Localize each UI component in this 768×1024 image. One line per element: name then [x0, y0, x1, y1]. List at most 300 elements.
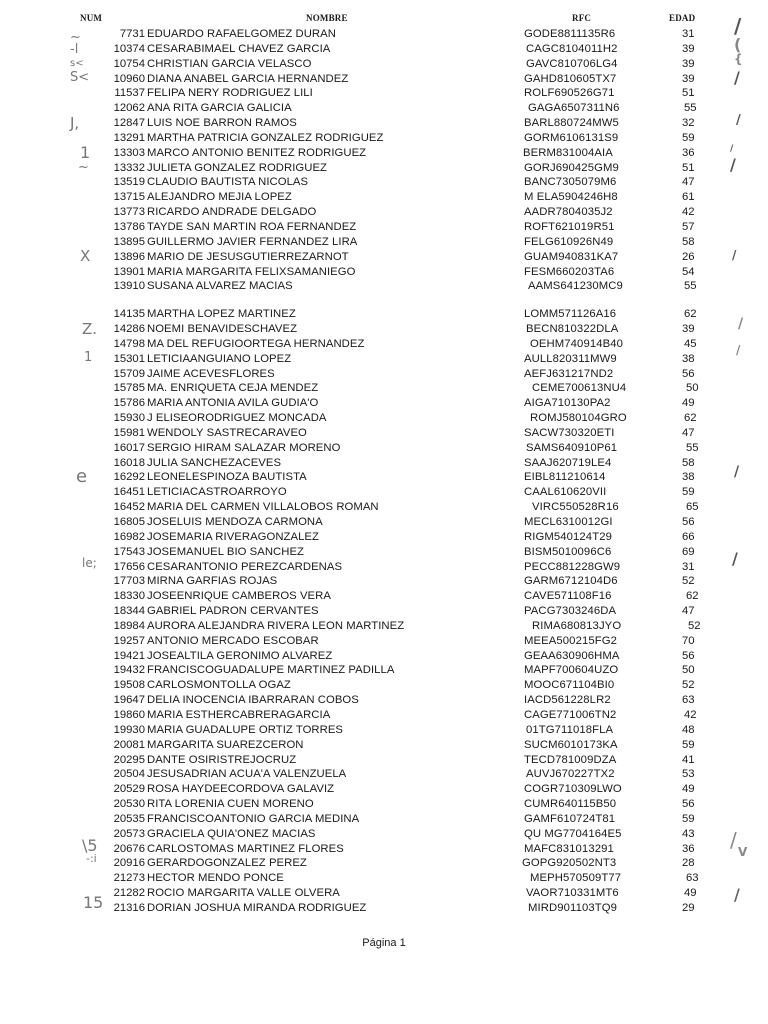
margin-mark: J, — [70, 114, 80, 132]
employee-rfc: COGR710309LWO — [524, 783, 622, 796]
margin-mark: / — [736, 343, 741, 357]
employee-age: 70 — [682, 634, 695, 647]
employee-age: 69 — [682, 545, 695, 558]
employee-rfc: CEME700613NU4 — [532, 382, 627, 395]
column-header-edad: EDAD — [669, 13, 696, 23]
employee-number: 13773 — [113, 206, 145, 219]
employee-number: 20916 — [113, 857, 145, 870]
margin-mark: 1 — [80, 143, 91, 162]
table-row — [0, 205, 768, 220]
employee-number: 13786 — [113, 220, 145, 233]
employee-age: 39 — [682, 42, 695, 55]
employee-name: LETICIACASTROARROYO — [147, 486, 287, 499]
employee-rfc: AIGA710130PA2 — [524, 397, 611, 410]
employee-name: ROSA HAYDEECORDOVA GALAVIZ — [147, 783, 335, 796]
table-row — [0, 381, 768, 396]
table-row — [0, 131, 768, 146]
employee-age: 55 — [686, 441, 699, 454]
employee-number: 20530 — [113, 798, 145, 811]
employee-rfc: PACG7303246DA — [524, 605, 617, 618]
employee-rfc: GARM6712104D6 — [524, 575, 618, 588]
employee-age: 47 — [682, 176, 695, 189]
employee-age: 59 — [682, 131, 695, 144]
employee-number: 15786 — [113, 397, 145, 410]
employee-number: 21282 — [113, 887, 145, 900]
table-row — [0, 663, 768, 678]
employee-name: J ELISEORODRIGUEZ MONCADA — [147, 412, 327, 425]
employee-name: HECTOR MENDO PONCE — [147, 872, 284, 885]
employee-number: 19432 — [113, 664, 145, 677]
employee-age: 29 — [682, 901, 695, 914]
employee-age: 39 — [682, 323, 695, 336]
employee-rfc: ROLF690526G71 — [524, 87, 615, 100]
table-row — [0, 220, 768, 235]
employee-rfc: EIBL811210614 — [524, 471, 606, 484]
employee-rfc: BARL880724MW5 — [524, 117, 619, 130]
employee-age: 63 — [686, 872, 699, 885]
table-row — [0, 812, 768, 827]
table-row — [0, 456, 768, 471]
employee-rfc: AADR7804035J2 — [524, 206, 613, 219]
employee-age: 38 — [682, 471, 695, 484]
employee-age: 42 — [682, 206, 695, 219]
employee-rfc: CAVE571108F16 — [524, 590, 612, 603]
employee-name: AURORA ALEJANDRA RIVERA LEON MARTINEZ — [147, 619, 405, 632]
employee-name: SUSANA ALVAREZ MACIAS — [147, 280, 293, 293]
employee-number: 16017 — [113, 441, 145, 454]
margin-mark: ~ — [70, 30, 81, 45]
margin-mark: ~ — [78, 160, 89, 175]
margin-mark: / — [732, 549, 738, 568]
table-row — [0, 856, 768, 871]
employee-rfc: RIGM540124T29 — [524, 530, 612, 543]
employee-rfc: TECD781009DZA — [524, 753, 617, 766]
employee-name: JULIETA GONZALEZ RODRIGUEZ — [147, 161, 327, 174]
employee-rfc: CAGC8104011H2 — [526, 42, 618, 55]
employee-number: 20295 — [113, 753, 145, 766]
employee-age: 56 — [682, 516, 695, 528]
employee-rfc: MAFC831013291 — [524, 842, 614, 855]
employee-age: 49 — [682, 783, 695, 796]
employee-name: MARGARITA SUAREZCERON — [147, 738, 304, 751]
margin-mark: 15 — [83, 893, 104, 912]
table-row — [0, 307, 768, 322]
employee-name: MARIA MARGARITA FELIXSAMANIEGO — [147, 265, 356, 278]
margin-mark: / — [738, 316, 744, 332]
employee-rfc: GAMF610724T81 — [524, 812, 616, 825]
employee-age: 51 — [682, 161, 695, 174]
employee-number: 12062 — [113, 102, 145, 115]
employee-number: 13895 — [113, 235, 145, 248]
employee-age: 62 — [686, 590, 699, 603]
table-row — [0, 515, 768, 530]
table-row — [0, 190, 768, 205]
employee-number: 14798 — [113, 337, 145, 350]
employee-age: 52 — [688, 619, 701, 632]
employee-name: JOSEMANUEL BIO SANCHEZ — [147, 545, 304, 558]
table-row — [0, 753, 768, 768]
table-row — [0, 634, 768, 649]
employee-name: LEONELESPINOZA BAUTISTA — [147, 471, 307, 484]
employee-rfc: VAOR710331MT6 — [526, 887, 619, 900]
employee-number: 18344 — [113, 605, 145, 618]
margin-mark: / — [730, 155, 736, 174]
employee-rfc: CUMR640115B50 — [524, 798, 617, 811]
employee-number: 17703 — [113, 575, 145, 588]
employee-number: 20535 — [113, 812, 145, 825]
employee-name: ROCIO MARGARITA VALLE OLVERA — [147, 887, 340, 900]
employee-name: MA. ENRIQUETA CEJA MENDEZ — [147, 382, 319, 395]
employee-rfc: GORM6106131S9 — [524, 131, 619, 144]
table-row — [0, 574, 768, 589]
table-row — [0, 842, 768, 857]
employee-age: 31 — [682, 28, 695, 40]
employee-rfc: BANC7305079M6 — [524, 176, 617, 189]
margin-mark: 1 — [84, 350, 93, 365]
employee-name: JOSEMARIA RIVERAGONZALEZ — [147, 530, 319, 543]
employee-name: GABRIEL PADRON CERVANTES — [147, 605, 319, 618]
table-row — [0, 797, 768, 812]
employee-age: 36 — [682, 842, 695, 855]
employee-rfc: ROFT621019R51 — [524, 220, 615, 233]
employee-rfc: CAGE771006TN2 — [524, 708, 617, 721]
employee-age: 59 — [682, 738, 695, 751]
employee-age: 55 — [684, 280, 697, 293]
employee-rfc: 01TG711018FLA — [526, 723, 614, 736]
employee-age: 49 — [684, 887, 697, 900]
employee-rfc: SAMS640910P61 — [526, 441, 618, 454]
employee-age: 63 — [682, 694, 695, 707]
employee-rfc: PECC881228GW9 — [524, 560, 621, 573]
employee-age: 61 — [682, 191, 695, 204]
table-row — [0, 411, 768, 426]
employee-age: 51 — [682, 87, 695, 100]
employee-age: 54 — [682, 265, 695, 278]
employee-rfc: MAPF700604UZO — [524, 664, 619, 677]
employee-number: 17543 — [113, 545, 145, 558]
employee-name: MA DEL REFUGIOORTEGA HERNANDEZ — [147, 337, 365, 350]
employee-name: LUIS NOE BARRON RAMOS — [147, 117, 297, 130]
employee-name: CHRISTIAN GARCIA VELASCO — [147, 57, 312, 70]
employee-number: 13910 — [113, 280, 145, 293]
employee-age: 47 — [682, 426, 695, 439]
employee-number: 20573 — [113, 827, 145, 840]
employee-number: 16452 — [113, 501, 145, 514]
employee-name: NOEMI BENAVIDESCHAVEZ — [147, 323, 298, 336]
table-row — [0, 485, 768, 500]
employee-number: 19647 — [113, 694, 145, 707]
employee-number: 10754 — [113, 57, 145, 70]
employee-rfc: RIMA680813JYO — [532, 619, 622, 632]
employee-age: 58 — [682, 235, 695, 248]
table-row — [0, 530, 768, 545]
employee-age: 52 — [682, 679, 695, 692]
employee-rfc: GEAA630906HMA — [524, 649, 620, 662]
table-row — [0, 116, 768, 131]
employee-age: 49 — [682, 397, 695, 410]
employee-number: 16805 — [113, 516, 145, 528]
table-row — [0, 500, 768, 515]
column-header-nombre: NOMBRE — [306, 13, 348, 23]
employee-name: MARTHA LOPEZ MARTINEZ — [147, 308, 296, 321]
employee-number: 16292 — [113, 471, 145, 484]
table-row — [0, 767, 768, 782]
table-row — [0, 27, 768, 42]
margin-mark: / — [734, 885, 740, 904]
employee-age: 52 — [682, 575, 695, 588]
employee-number: 15709 — [113, 367, 145, 380]
employee-number: 19421 — [113, 649, 145, 662]
employee-number: 7731 — [119, 28, 145, 40]
table-row — [0, 161, 768, 176]
employee-rfc: MIRD901103TQ9 — [528, 901, 617, 914]
employee-age: 28 — [682, 857, 695, 870]
employee-name: CARLOSTOMAS MARTINEZ FLORES — [147, 842, 344, 855]
table-row — [0, 886, 768, 901]
employee-number: 13303 — [113, 146, 145, 159]
employee-number: 18330 — [113, 590, 145, 603]
employee-number: 15930 — [113, 412, 145, 425]
employee-age: 48 — [682, 723, 695, 736]
employee-number: 13896 — [113, 250, 145, 263]
table-row — [0, 146, 768, 161]
employee-age: 56 — [682, 367, 695, 380]
employee-number: 16018 — [113, 456, 145, 469]
employee-age: 41 — [682, 753, 695, 766]
employee-rfc: AUVJ670227TX2 — [526, 768, 615, 781]
table-row — [0, 322, 768, 337]
employee-name: FRANCISCOANTONIO GARCIA MEDINA — [147, 812, 360, 825]
employee-rfc: MEPH570509T77 — [530, 872, 622, 885]
employee-age: 62 — [684, 308, 697, 321]
employee-number: 19860 — [113, 708, 145, 721]
employee-name: RICARDO ANDRADE DELGADO — [147, 206, 317, 219]
employee-name: ALEJANDRO MEJIA LOPEZ — [147, 191, 292, 204]
margin-mark: X — [80, 247, 91, 265]
margin-mark: \5 — [82, 836, 98, 855]
employee-name: MARIA ESTHERCABRERAGARCIA — [147, 708, 331, 721]
employee-number: 19930 — [113, 723, 145, 736]
employee-age: 56 — [682, 649, 695, 662]
employee-name: ANTONIO MERCADO ESCOBAR — [147, 634, 319, 647]
table-row — [0, 42, 768, 57]
employee-rfc: SACW730320ETI — [524, 426, 615, 439]
table-row — [0, 175, 768, 190]
employee-rfc: GODE8811135R6 — [524, 28, 616, 40]
table-row — [0, 250, 768, 265]
table-row — [0, 560, 768, 575]
table-row — [0, 827, 768, 842]
employee-rfc: SAAJ620719LE4 — [524, 456, 612, 469]
employee-number: 13332 — [113, 161, 145, 174]
employee-name: DORIAN JOSHUA MIRANDA RODRIGUEZ — [147, 901, 367, 914]
table-row — [0, 723, 768, 738]
employee-name: CLAUDIO BAUTISTA NICOLAS — [147, 176, 309, 189]
employee-age: 36 — [682, 146, 695, 159]
employee-number: 21273 — [113, 872, 145, 885]
margin-mark: / — [734, 14, 742, 38]
employee-rfc: MECL6310012GI — [524, 516, 613, 528]
table-row — [0, 901, 768, 916]
employee-number: 20504 — [113, 768, 145, 781]
employee-rfc: MEEA500215FG2 — [524, 634, 617, 647]
employee-name: FRANCISCOGUADALUPE MARTINEZ PADILLA — [147, 664, 395, 677]
table-row — [0, 545, 768, 560]
employee-rfc: AULL820311MW9 — [524, 352, 617, 365]
column-header-rfc: RFC — [572, 13, 592, 23]
employee-number: 21316 — [113, 901, 145, 914]
employee-rfc: ROMJ580104GRO — [530, 412, 627, 425]
table-row — [0, 708, 768, 723]
employee-name: TAYDE SAN MARTIN ROA FERNANDEZ — [147, 220, 357, 233]
employee-name: MARIA GUADALUPE ORTIZ TORRES — [147, 723, 344, 736]
employee-age: 26 — [682, 250, 695, 263]
employee-name: GRACIELA QUIA'ONEZ MACIAS — [147, 827, 316, 840]
margin-mark: le; — [82, 556, 97, 570]
margin-mark: Z. — [82, 320, 98, 338]
employee-name: EDUARDO RAFAELGOMEZ DURAN — [147, 28, 336, 40]
table-row — [0, 649, 768, 664]
margin-mark: / — [734, 464, 740, 480]
employee-name: WENDOLY SASTRECARAVEO — [147, 426, 307, 439]
margin-mark: / — [732, 248, 737, 262]
margin-mark: / — [730, 828, 737, 852]
employee-number: 19508 — [113, 679, 145, 692]
employee-number: 10960 — [113, 72, 145, 85]
margin-mark: { — [734, 52, 743, 66]
margin-mark: / — [730, 144, 734, 154]
employee-name: MARIO DE JESUSGUTIERREZARNOT — [147, 250, 349, 263]
employee-age: 42 — [684, 708, 697, 721]
margin-mark: S< — [70, 70, 90, 85]
table-row — [0, 441, 768, 456]
employee-name: JOSEENRIQUE CAMBEROS VERA — [147, 590, 331, 603]
employee-number: 17656 — [113, 560, 145, 573]
employee-rfc: GOPG920502NT3 — [522, 857, 617, 870]
employee-name: JESUSADRIAN ACUA'A VALENZUELA — [147, 768, 347, 781]
table-row — [0, 871, 768, 886]
employee-rfc: QU MG7704164E5 — [524, 827, 622, 840]
table-row — [0, 589, 768, 604]
employee-age: 56 — [682, 798, 695, 811]
table-row — [0, 57, 768, 72]
table-row — [0, 367, 768, 382]
employee-rfc: BERM831004AIA — [523, 146, 613, 159]
employee-name: JULIA SANCHEZACEVES — [147, 456, 282, 469]
employee-number: 13901 — [113, 265, 145, 278]
employee-number: 10374 — [113, 42, 145, 55]
employee-number: 16451 — [113, 486, 145, 499]
table-row — [0, 265, 768, 280]
employee-name: GERARDOGONZALEZ PEREZ — [147, 857, 307, 870]
employee-number: 11537 — [114, 87, 145, 100]
employee-age: 47 — [682, 605, 695, 618]
column-header-num: NUM — [80, 13, 103, 23]
employee-name: DIANA ANABEL GARCIA HERNANDEZ — [147, 72, 349, 85]
margin-mark: / — [736, 113, 741, 128]
employee-name: CESARANTONIO PEREZCARDENAS — [147, 560, 343, 573]
employee-age: 62 — [684, 412, 697, 425]
employee-number: 13715 — [113, 191, 145, 204]
employee-rfc: OEHM740914B40 — [530, 337, 623, 350]
table-row — [0, 470, 768, 485]
employee-rfc: FELG610926N49 — [524, 235, 614, 248]
employee-number: 13519 — [113, 176, 145, 189]
employee-number: 15301 — [113, 352, 145, 365]
employee-name: JAIME ACEVESFLORES — [147, 367, 275, 380]
employee-number: 14286 — [113, 323, 145, 336]
table-row — [0, 782, 768, 797]
table-row — [0, 426, 768, 441]
employee-name: SERGIO HIRAM SALAZAR MORENO — [147, 441, 341, 454]
employee-rfc: GAGA6507311N6 — [528, 102, 620, 115]
employee-number: 15785 — [113, 382, 145, 395]
employee-age: 55 — [684, 102, 697, 115]
employee-rfc: MOOC671104BI0 — [524, 679, 615, 692]
employee-name: JOSELUIS MENDOZA CARMONA — [147, 516, 323, 528]
employee-age: 43 — [682, 827, 695, 840]
employee-rfc: BECN810322DLA — [526, 323, 619, 336]
employee-age: 45 — [684, 337, 697, 350]
employee-rfc: M ELA5904246H8 — [524, 191, 618, 204]
employee-number: 12847 — [113, 117, 145, 130]
employee-number: 15981 — [113, 426, 145, 439]
employee-rfc: SUCM6010173KA — [524, 738, 618, 751]
employee-rfc: GAVC810706LG4 — [526, 57, 618, 70]
employee-rfc: CAAL610620VII — [524, 486, 607, 499]
page-number: Página 1 — [362, 937, 406, 949]
employee-rfc: LOMM571126A16 — [524, 308, 617, 321]
employee-age: 32 — [682, 117, 695, 130]
table-row — [0, 604, 768, 619]
table-row — [0, 619, 768, 634]
employee-number: 20529 — [113, 783, 145, 796]
employee-name: LETICIAANGUIANO LOPEZ — [147, 352, 292, 365]
table-row — [0, 72, 768, 87]
table-row — [0, 678, 768, 693]
margin-mark: e — [76, 466, 88, 487]
margin-mark: -:i — [86, 852, 97, 865]
employee-age: 53 — [682, 768, 695, 781]
margin-mark: / — [734, 68, 740, 87]
employee-number: 20676 — [113, 842, 145, 855]
employee-name: CARLOSMONTOLLA OGAZ — [147, 679, 291, 692]
employee-age: 58 — [682, 456, 695, 469]
employee-age: 66 — [682, 530, 695, 543]
employee-rfc: AEFJ631217ND2 — [524, 367, 614, 380]
employee-name: CESARABIMAEL CHAVEZ GARCIA — [147, 42, 331, 55]
employee-number: 16982 — [113, 530, 145, 543]
employee-name: MARIA DEL CARMEN VILLALOBOS ROMAN — [147, 501, 379, 514]
table-row — [0, 352, 768, 367]
employee-age: 50 — [682, 664, 695, 677]
margin-mark: -l — [70, 42, 79, 57]
table-row — [0, 279, 768, 294]
margin-mark: s< — [70, 58, 84, 69]
table-row — [0, 693, 768, 708]
employee-table — [0, 27, 768, 916]
employee-rfc: BISM5010096C6 — [524, 545, 612, 558]
employee-name: MIRNA GARFIAS ROJAS — [147, 575, 278, 588]
employee-number: 18984 — [113, 619, 145, 632]
employee-name: DELIA INOCENCIA IBARRARAN COBOS — [147, 694, 359, 707]
employee-name: MARCO ANTONIO BENITEZ RODRIGUEZ — [147, 146, 367, 159]
employee-rfc: AAMS641230MC9 — [528, 280, 623, 293]
employee-name: MARIA ANTONIA AVILA GUDIA'O — [147, 397, 319, 410]
employee-rfc: GORJ690425GM9 — [524, 161, 619, 174]
employee-number: 14135 — [113, 308, 145, 321]
table-row — [0, 101, 768, 116]
